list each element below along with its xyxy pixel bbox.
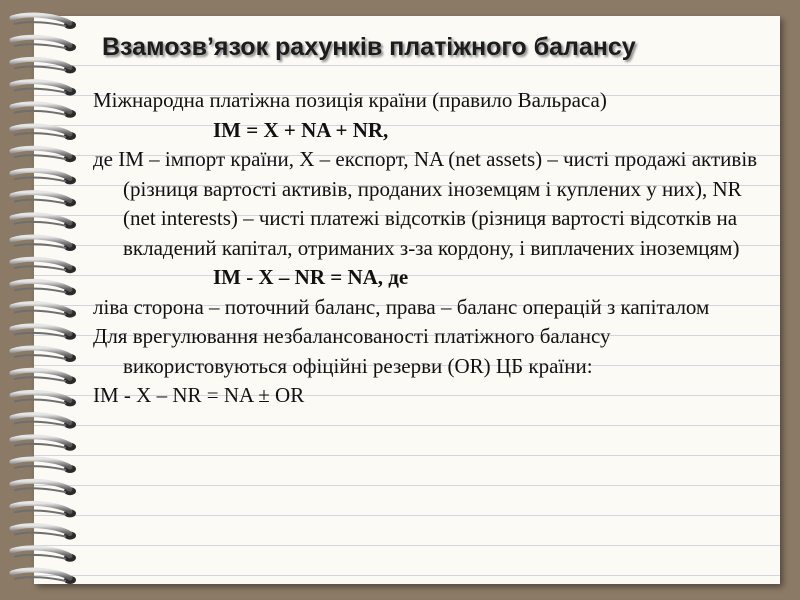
spiral-ring-icon	[12, 215, 76, 229]
spiral-ring-icon	[12, 392, 76, 406]
paragraph-definitions: де IM – імпорт країни, X – експорт, NA (net assets) – чисті продажі активів (різниця вартості активів, проданих іноземцям і куплених у них), NR (net interests) – чисті платежі відсотків (різниця вартості відсотків на вкладений капітал, отриманих з-за кордону, і виплачених іноземцям)	[93, 147, 758, 260]
formula-balance: IM = X + NA + NR,	[213, 117, 389, 142]
spiral-ring-icon	[12, 37, 76, 51]
paragraph-reserves: Для врегулювання незбалансованості платіжного балансу використовуються офіційні резерви (OR) ЦБ країни:	[93, 324, 611, 378]
formula-rearranged: IM - X – NR = NA, де	[213, 265, 409, 289]
spiral-ring-icon	[12, 193, 76, 207]
slide-body	[93, 86, 773, 411]
spiral-ring-icon	[12, 148, 76, 162]
paragraph-walras-rule: Міжнародна платіжна позиція країни (правило Вальраса)	[93, 88, 607, 112]
spiral-ring-icon	[12, 370, 76, 384]
slide-title: Взамозв’язок рахунків платіжного балансу	[102, 33, 636, 61]
spiral-ring-icon	[12, 281, 76, 295]
spiral-ring-icon	[12, 437, 76, 451]
spiral-ring-icon	[12, 15, 76, 29]
spiral-ring-icon	[12, 348, 76, 362]
spiral-ring-icon	[12, 59, 76, 73]
spiral-ring-icon	[12, 503, 76, 517]
spiral-ring-icon	[12, 126, 76, 140]
paragraph-sides: ліва сторона – поточний баланс, права – баланс операцій з капіталом	[93, 294, 710, 319]
spiral-ring-icon	[12, 415, 76, 429]
spiral-ring-icon	[12, 570, 76, 584]
spiral-ring-icon	[12, 104, 76, 118]
spiral-ring-icon	[12, 326, 76, 340]
spiral-ring-icon	[12, 459, 76, 473]
spiral-ring-icon	[12, 259, 76, 273]
spiral-ring-icon	[12, 548, 76, 562]
spiral-ring-icon	[12, 170, 76, 184]
spiral-binding-icon	[0, 0, 90, 600]
spiral-ring-icon	[12, 526, 76, 540]
spiral-ring-icon	[12, 304, 76, 318]
formula-with-reserves: IM - X – NR = NA ± OR	[93, 383, 305, 407]
spiral-ring-icon	[12, 237, 76, 251]
spiral-ring-icon	[12, 82, 76, 96]
spiral-ring-icon	[12, 481, 76, 495]
